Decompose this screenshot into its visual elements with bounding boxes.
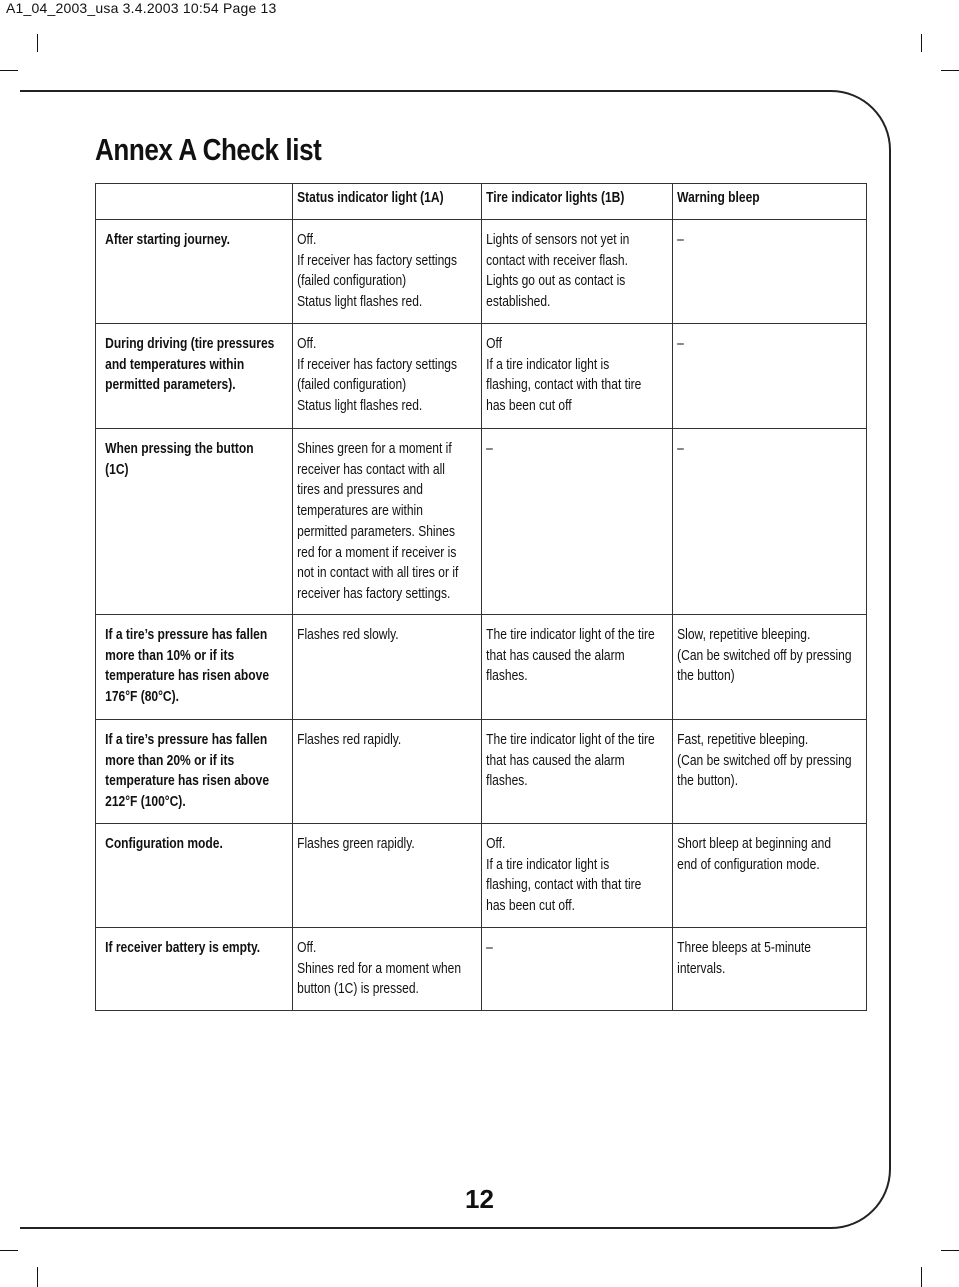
cell-situation xyxy=(96,720,293,824)
status-text-line: receiver has contact with all xyxy=(297,461,445,478)
tire-text-line: The tire indicator light of the tire xyxy=(486,627,655,643)
status-text-line: (failed configuration) xyxy=(297,377,407,394)
tire-text-line: If a tire indicator light is xyxy=(486,856,610,873)
cell-status xyxy=(293,615,482,720)
situation-text-line: After starting journey. xyxy=(105,232,230,248)
status-text-line: Flashes green rapidly. xyxy=(297,836,415,852)
bleep-text-line: Three bleeps at 5-minute xyxy=(677,940,811,956)
situation-text-line: temperature has risen above xyxy=(105,668,270,685)
header-situation xyxy=(96,184,293,220)
situation-text-line: more than 20% or if its xyxy=(105,752,235,769)
situation-text-line: During driving (tire pressures xyxy=(105,336,275,352)
status-text-line: Off. xyxy=(297,336,317,352)
crop-mark-top-right-horizontal xyxy=(941,70,959,71)
cell-bleep xyxy=(673,928,867,1011)
cell-tire xyxy=(482,324,673,429)
page-title: Annex A Check list xyxy=(95,132,322,167)
status-text-line: button (1C) is pressed. xyxy=(297,981,419,998)
bleep-text-line: Slow, repetitive bleeping. xyxy=(677,627,811,643)
cell-tire xyxy=(482,429,673,615)
status-text-line: Off. xyxy=(297,232,317,248)
bleep-text-line: (Can be switched off by pressing xyxy=(677,752,852,769)
cell-tire xyxy=(482,220,673,324)
bleep-text-line: Short bleep at beginning and xyxy=(677,836,832,852)
situation-text-line: (1C) xyxy=(105,461,129,478)
status-text-line: Off. xyxy=(297,940,317,956)
cell-tire xyxy=(482,928,673,1011)
status-text-line: tires and pressures and xyxy=(297,482,423,499)
situation-text-line: permitted parameters). xyxy=(105,377,236,394)
tire-text-line: – xyxy=(486,940,493,956)
header-warning-bleep: Warning bleep xyxy=(673,184,867,220)
bleep-text-line: end of configuration mode. xyxy=(677,856,820,873)
cell-bleep xyxy=(673,429,867,615)
status-text-line: If receiver has factory settings xyxy=(297,252,458,269)
cell-status xyxy=(293,720,482,824)
page-number: 12 xyxy=(465,1184,494,1214)
tire-text-line: flashes. xyxy=(486,668,528,685)
crop-mark-top-right-vertical xyxy=(921,34,922,52)
status-text-line: Shines red for a moment when xyxy=(297,960,462,977)
table-row xyxy=(96,928,867,1011)
cell-bleep xyxy=(673,615,867,720)
situation-text-line: 212°F (100°C). xyxy=(105,794,186,811)
cell-situation xyxy=(96,615,293,720)
table-row xyxy=(96,324,867,429)
print-slug: A1_04_2003_usa 3.4.2003 10:54 Page 13 xyxy=(6,0,277,16)
status-text-line: not in contact with all tires or if xyxy=(297,565,459,582)
situation-text-line: more than 10% or if its xyxy=(105,647,235,664)
cell-status xyxy=(293,324,482,429)
tire-text-line: – xyxy=(486,441,493,457)
status-text-line: If receiver has factory settings xyxy=(297,356,458,373)
tire-text-line: contact with receiver flash. xyxy=(486,252,628,269)
situation-text-line: 176°F (80°C). xyxy=(105,689,179,706)
table-row xyxy=(96,720,867,824)
table-row xyxy=(96,615,867,720)
crop-mark-top-left-vertical xyxy=(37,34,38,52)
tire-text-line: flashes. xyxy=(486,773,528,790)
cell-situation xyxy=(96,220,293,324)
status-text-line: Flashes red rapidly. xyxy=(297,732,402,748)
cell-status xyxy=(293,429,482,615)
situation-text-line: temperature has risen above xyxy=(105,773,270,790)
check-list-table xyxy=(95,183,867,1011)
header-tire-indicator: Tire indicator lights (1B) xyxy=(482,184,673,220)
crop-mark-bottom-left-vertical xyxy=(37,1267,38,1287)
table-row xyxy=(96,429,867,615)
tire-text-line: Lights of sensors not yet in xyxy=(486,232,630,248)
bleep-text-line: Fast, repetitive bleeping. xyxy=(677,732,809,748)
cell-status xyxy=(293,824,482,928)
table-row xyxy=(96,220,867,324)
tire-text-line: has been cut off xyxy=(486,398,572,415)
tire-text-line: Off. xyxy=(486,836,506,852)
cell-situation xyxy=(96,824,293,928)
situation-text-line: If a tire’s pressure has fallen xyxy=(105,732,268,748)
tire-text-line: established. xyxy=(486,294,551,311)
cell-status xyxy=(293,928,482,1011)
crop-mark-bottom-right-vertical xyxy=(921,1267,922,1287)
cell-tire xyxy=(482,720,673,824)
bleep-text-line: (Can be switched off by pressing xyxy=(677,647,852,664)
status-text-line: Shines green for a moment if xyxy=(297,441,452,457)
bleep-text-line: intervals. xyxy=(677,960,726,977)
tire-text-line: flashing, contact with that tire xyxy=(486,877,642,894)
situation-text-line: Configuration mode. xyxy=(105,836,223,852)
status-text-line: temperatures are within xyxy=(297,503,423,520)
table-row xyxy=(96,824,867,928)
tire-text-line: Off xyxy=(486,336,502,352)
tire-text-line: Lights go out as contact is xyxy=(486,273,626,290)
tire-text-line: that has caused the alarm xyxy=(486,752,625,769)
tire-text-line: that has caused the alarm xyxy=(486,647,625,664)
tire-text-line: has been cut off. xyxy=(486,898,575,915)
cell-bleep xyxy=(673,324,867,429)
cell-situation xyxy=(96,429,293,615)
status-text-line: (failed configuration) xyxy=(297,273,407,290)
situation-text-line: When pressing the button xyxy=(105,441,254,457)
crop-mark-bottom-right-horizontal xyxy=(941,1250,959,1251)
cell-bleep xyxy=(673,720,867,824)
tire-text-line: The tire indicator light of the tire xyxy=(486,732,655,748)
cell-bleep xyxy=(673,824,867,928)
header-status-indicator: Status indicator light (1A) xyxy=(293,184,482,220)
status-text-line: Status light flashes red. xyxy=(297,398,423,415)
cell-status xyxy=(293,220,482,324)
status-text-line: permitted parameters. Shines xyxy=(297,523,456,540)
status-text-line: Status light flashes red. xyxy=(297,294,423,311)
status-text-line: receiver has factory settings. xyxy=(297,585,451,602)
cell-situation xyxy=(96,928,293,1011)
cell-tire xyxy=(482,615,673,720)
cell-situation xyxy=(96,324,293,429)
cell-bleep xyxy=(673,220,867,324)
status-text-line: red for a moment if receiver is xyxy=(297,544,457,561)
bleep-text-line: the button). xyxy=(677,773,739,790)
tire-text-line: If a tire indicator light is xyxy=(486,356,610,373)
bleep-text-line: – xyxy=(677,441,684,457)
crop-mark-bottom-left-horizontal xyxy=(0,1250,18,1251)
situation-text-line: If a tire’s pressure has fallen xyxy=(105,627,268,643)
crop-mark-top-left-horizontal xyxy=(0,70,18,71)
bleep-text-line: – xyxy=(677,336,684,352)
situation-text-line: If receiver battery is empty. xyxy=(105,940,261,956)
bleep-text-line: – xyxy=(677,232,684,248)
situation-text-line: and temperatures within xyxy=(105,356,245,373)
cell-tire xyxy=(482,824,673,928)
table-header-row xyxy=(96,184,867,220)
bleep-text-line: the button) xyxy=(677,668,735,685)
tire-text-line: flashing, contact with that tire xyxy=(486,377,642,394)
status-text-line: Flashes red slowly. xyxy=(297,627,399,643)
